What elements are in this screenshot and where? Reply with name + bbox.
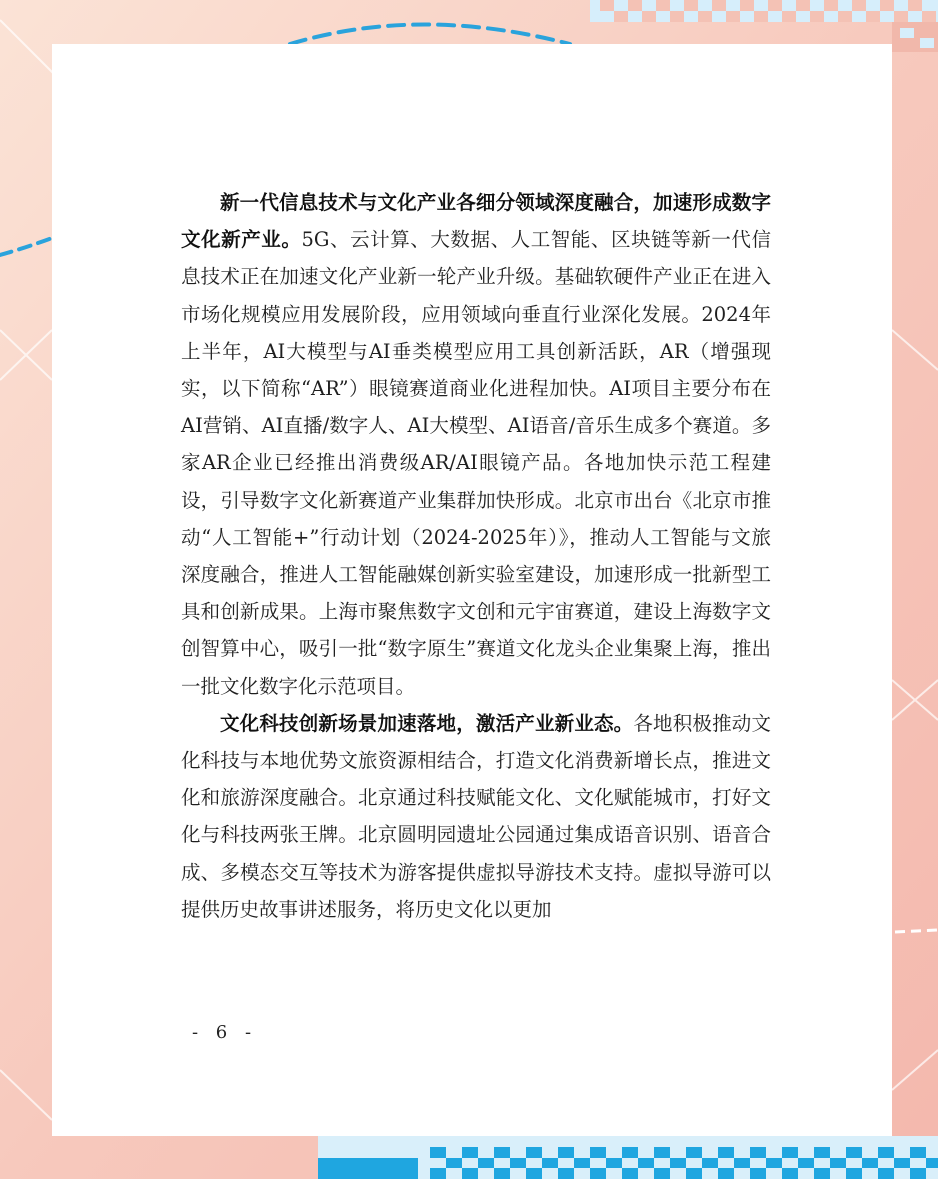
page-number: - 6 -	[192, 1022, 258, 1043]
paragraph-body: 各地积极推动文化科技与本地优势文旅资源相结合，打造文化消费新增长点，推进文化和旅游深度融合。北京通过科技赋能文化、文化赋能城市，打好文化与科技两张王牌。北京圆明园遗址公园通过集成语音识别、语音合成、多模态交互等技术为游客提供虚拟导游技术支持。虚拟导游可以提供历史故事讲述服务，将历史文化以更加	[181, 711, 771, 921]
paragraph	[181, 184, 771, 705]
paragraph-body: 5G、云计算、大数据、人工智能、区块链等新一代信息技术正在加速文化产业新一轮产业升级。基础软硬件产业正在进入市场化规模应用发展阶段，应用领域向垂直行业深化发展。2024年上半年，AI大模型与AI垂类模型应用工具创新活跃，AR（增强现实，以下简称“AR”）眼镜赛道商业化进程加快。AI项目主要分布在AI营销、AI直播/数字人、AI大模型、AI语音/音乐生成多个赛道。多家AR企业已经推出消费级AR/AI眼镜产品。各地加快示范工程建设，引导数字文化新赛道产业集群加快形成。北京市出台《北京市推动“人工智能+”行动计划（2024-2025年）》，推动人工智能与文旅深度融合，推进人工智能融媒创新实验室建设，加速形成一批新型工具和创新成果。上海市聚焦数字文创和元宇宙赛道，建设上海数字文创智算中心，吸引一批“数字原生”赛道文化龙头企业集聚上海，推出一批文化数字化示范项目。	[181, 228, 771, 698]
paragraph-lead: 文化科技创新场景加速落地，激活产业新业态。	[220, 711, 634, 735]
checker-bottom	[318, 1136, 938, 1179]
document-page	[52, 44, 892, 1136]
paragraph-lead: 新一代信息技术与文化产业各细分领域深度融合，加速形成数字文化新产业。	[181, 191, 771, 252]
paragraph	[181, 705, 771, 928]
document-body	[181, 184, 771, 928]
